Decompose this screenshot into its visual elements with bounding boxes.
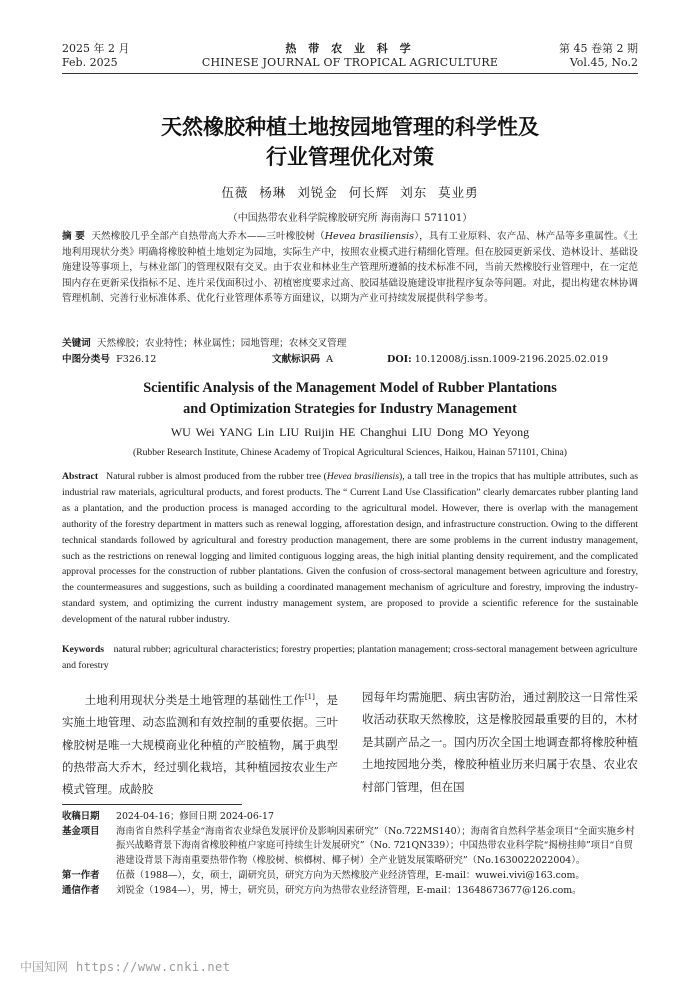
footnote-rule [62,804,242,805]
clc-label: 中图分类号 [62,354,110,365]
title-en-line1: Scientific Analysis of the Management Model of Rubber Plantations [143,380,557,396]
clc-value: F326.12 [116,354,157,365]
doi-label: DOI: [387,354,412,365]
corresponding-label: 通信作者 [62,884,100,896]
abstract-en-text-post: ), a tall tree in the tropics that has multiple attributes, such as industrial raw materials, agricultural products, and forest products. The “ Current Land Use Classification” clearly demarcates rubber planting land as a plantation, and the production process is managed according to the agricultural model. However, there is overlap with the management authority of the forestry department in matters such as renewal logging, afforestation design, and infrastructure construction. Owing to the different technical standards followed by agricultural and forestry production management, there are some problems in the current industry management, such as the restrictions on renewal logging and limited contiguous logging areas, the high initial planting density requirement, and the complicated approval processes for the construction of rubber plantations. Given the confusion of cross-sectoral management between agriculture and forestry, the countermeasures and suggestions, such as building a coordinated management mechanism of agriculture and forestry, improving the industry-standard system, and optimizing the current industry management system, are proposed to provide a scientific reference for the sustainable development of the natural rubber industry. [62,471,639,626]
keywords-en-text: natural rubber; agricultural characteristics; forestry properties; plantation management; cross-sectoral management between agriculture and forestry [62,644,638,671]
fund-label: 基金项目 [62,825,100,837]
first-author-text: 伍薇（1988—），女，硕士，副研究员，研究方向为天然橡胶产业经济管理，E-mail：wuwei.vivi@163.com。 [116,869,585,881]
abstract-cn-text-post: ），具有工业原料、农产品、林产品等多重属性。《土地利用现状分类》明确将橡胶种植土地划定为园地，实际生产中，按照农业模式进行精细化管理。但在胶园更新采伐、造林设计、基础设施建设等事项上，与林业部门的管理权限有交叉。由于农业和林业生产管理所遵循的技术标准不同，当前天然橡胶行业管理中，在一定范围内存在更新采伐指标不足、连片采伐面积过小、初植密度要求过高、胶园基础设施建设审批程序复杂等问题。对此，提出构建农林协调管理机制、完善行业标准体系、优化行业管理体系等方面建议，以期为产业可持续发展提供科学参考。 [62,231,638,305]
header-date [62,42,129,70]
header-journal-en: CHINESE JOURNAL OF TROPICAL AGRICULTURE [201,56,499,69]
authors-cn: 伍薇 杨琳 刘锐金 何长辉 刘东 莫业勇 [221,185,479,200]
affiliation-cn: （中国热带农业科学院橡胶研究所 海南海口 571101） [227,213,473,224]
abstract-en-text-pre: Natural rubber is almost produced from the rubber tree ( [106,471,327,482]
abstract-en-label: Abstract [62,471,99,482]
header-volume [559,42,638,70]
abstract-cn-label: 摘 要 [62,231,85,242]
title-cn-line2: 行业管理优化对策 [266,144,434,169]
keywords-en [62,642,638,674]
footnote-fund [62,825,638,869]
abstract-cn-latin: Hevea brasiliensis [324,231,415,242]
header-journal-cn: 热 带 农 业 科 学 [285,42,415,55]
keywords-cn [62,336,638,351]
title-cn-line1: 天然橡胶种植土地按园地管理的科学性及 [161,114,539,139]
corresponding-text: 刘锐金（1984—），男，博士，研究员，研究方向为热带农业经济管理，E-mail：13648673677@126.com。 [116,884,582,896]
body-column-right: 园每年均需施肥、病虫害防治，通过割胶这一日常性采收活动获取天然橡胶，这是橡胶园最重要的目的，木材是其副产品之一。国内历次全国土地调查都将橡胶种植土地按园地分类，橡胶种植业历来归属于农垦、农业农村部门管理，但在国 [362,690,638,794]
classification-line [62,352,638,367]
doi-value: 10.12008/j.issn.1009-2196.2025.02.019 [414,354,609,365]
title-en [62,378,638,420]
abstract-en [62,469,638,628]
title-en-line2: and Optimization Strategies for Industry Management [183,401,517,417]
header-date-en: Feb. 2025 [62,56,118,69]
abstract-en-latin: Hevea brasiliensis [326,471,399,482]
header-volume-cn: 第 45 卷第 2 期 [559,42,638,55]
affiliation-en: (Rubber Research Institute, Chinese Academy of Tropical Agricultural Sciences, Haikou, Hainan 571101, China) [133,447,567,458]
received-label: 收稿日期 [62,811,100,822]
authors-en: WU Wei YANG Lin LIU Ruijin HE Changhui LIU Dong MO Yeyong [170,425,530,439]
fund-text: 海南省自然科学基金“海南省农业绿色发展评价及影响因素研究”（No.722MS140）；海南省自然科学基金项目“全面实施乡村振兴战略背景下海南省橡胶种植户家庭可持续生计发展研究”（No. 721QN339）；中国热带农业科学院“揭榜挂帅”项目“自贸港建设背景下海南重要热带作物（橡胶树、槟榔树、椰子树）全产业链发展策略研究”（No.1630022022004）。 [116,825,635,867]
first-author-label: 第一作者 [62,869,100,881]
header-date-cn: 2025 年 2 月 [62,42,130,55]
keywords-en-label: Keywords [62,644,104,655]
keywords-cn-text: 天然橡胶；农业特性；林业属性；园地管理；农林交叉管理 [96,338,347,349]
cnki-watermark [20,958,231,975]
title-cn [62,112,638,172]
doc-code-label: 文献标识码 [272,354,320,365]
footnote-corresponding [62,884,638,899]
received-text: 2024-04-16；修回日期 2024-06-17 [116,811,274,822]
watermark-site: 中国知网 [20,960,69,974]
footnote-first-author [62,869,638,884]
footnote-received [62,810,638,825]
header-rule [62,73,638,74]
watermark-url[interactable]: https://www.cnki.net [76,960,231,974]
header-volume-en: Vol.45, No.2 [569,56,638,69]
body-left-text-pre: 土地利用现状分类是土地管理的基础性工作 [84,692,305,707]
footnotes [62,810,638,898]
abstract-cn [62,229,638,307]
header-journal [180,42,520,70]
keywords-cn-label: 关键词 [62,338,91,349]
doc-code-value: A [326,354,334,365]
citation-ref-1[interactable]: [1] [304,693,315,701]
body-left-text-post: ，是实施土地管理、动态监测和有效控制的重要依据。三叶橡胶树是唯一大规模商业化种植的产胶植物，属于典型的热带高大乔木，经过驯化栽培，其种植园按农业生产模式管理。成龄胶 [62,692,338,797]
abstract-cn-text-pre: 天然橡胶几乎全部产自热带高大乔木——三叶橡胶树（ [91,231,325,242]
body-column-left [62,686,338,801]
